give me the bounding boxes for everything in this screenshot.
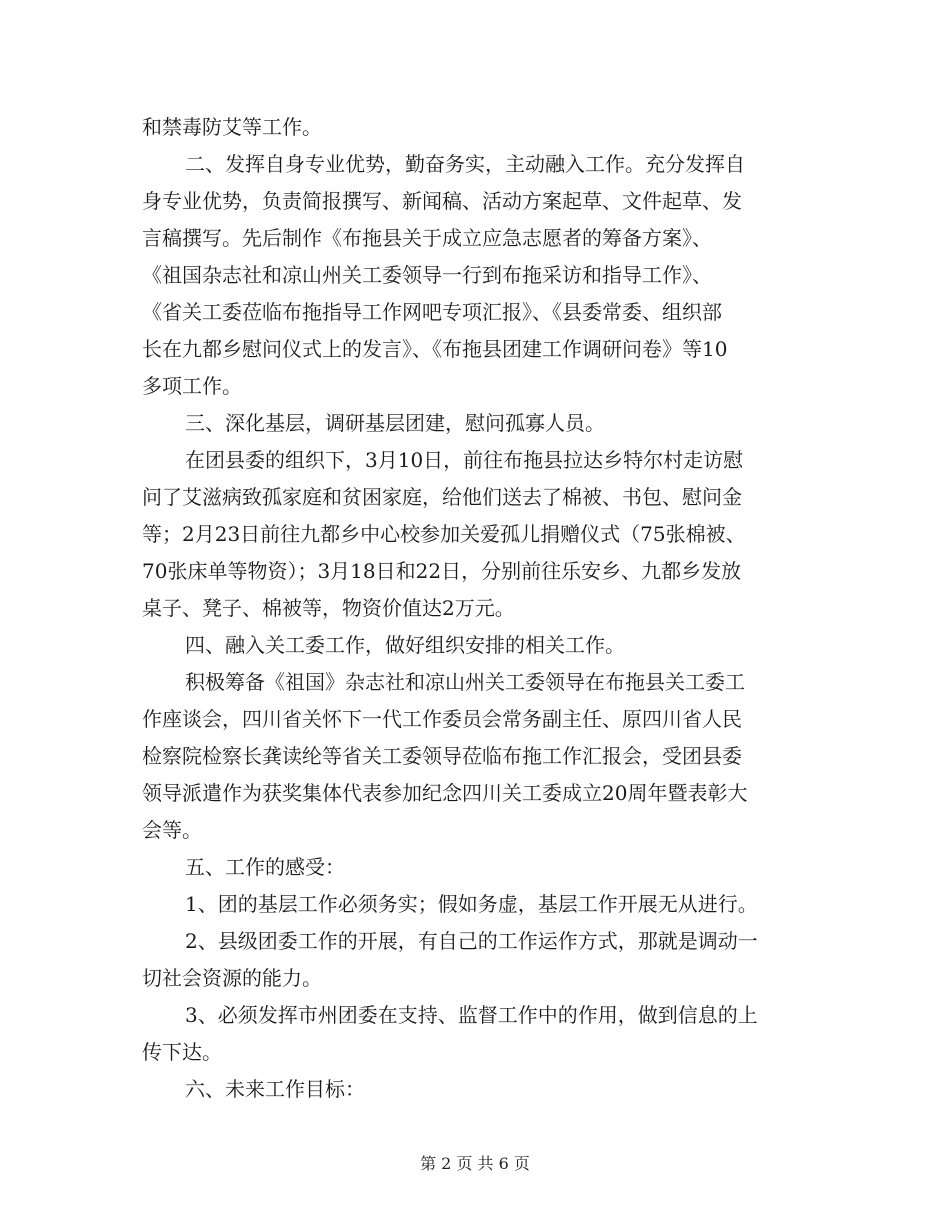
text-line-3: 身专业优势，负责简报撰写、新闻稿、活动方案起草、文件起草、发 — [142, 189, 742, 213]
text-line-16: 积极筹备《祖国》杂志社和凉山州关工委领导在布拖县关工委工 — [185, 670, 745, 694]
text-line-22: 1、团的基层工作必须务实；假如务虚，基层工作开展无从进行。 — [185, 892, 758, 916]
text-line-4: 言稿撰写。先后制作《布拖县关于成立应急志愿者的筹备方案》、 — [142, 226, 712, 250]
text-line-13: 70张床单等物资）；3月18日和22日，分别前往乐安乡、九都乡发放 — [142, 559, 742, 583]
text-line-12: 等；2月23日前往九都乡中心校参加关爱孤儿捐赠仪式（75张棉被、 — [142, 522, 746, 546]
text-line-24: 切社会资源的能力。 — [142, 966, 322, 990]
text-line-21: 五、工作的感受： — [185, 855, 345, 879]
text-line-2: 二、发挥自身专业优势，勤奋务实，主动融入工作。充分发挥自 — [185, 152, 745, 176]
text-line-17: 作座谈会，四川省关怀下一代工作委员会常务副主任、原四川省人民 — [142, 707, 742, 731]
text-line-11: 问了艾滋病致孤家庭和贫困家庭，给他们送去了棉被、书包、慰问金 — [142, 485, 742, 509]
text-line-19: 领导派遣作为获奖集体代表参加纪念四川关工委成立20周年暨表彰大 — [142, 781, 748, 805]
text-line-23: 2、县级团委工作的开展，有自己的工作运作方式，那就是调动一 — [185, 929, 758, 953]
text-line-8: 多项工作。 — [142, 374, 242, 398]
text-line-9: 三、深化基层，调研基层团建，慰问孤寡人员。 — [185, 411, 605, 435]
text-line-18: 检察院检察长龚读纶等省关工委领导莅临布拖工作汇报会，受团县委 — [142, 744, 742, 768]
text-line-20: 会等。 — [142, 818, 202, 842]
text-line-25: 3、必须发挥市州团委在支持、监督工作中的作用，做到信息的上 — [185, 1003, 758, 1027]
text-line-1: 和禁毒防艾等工作。 — [142, 115, 322, 139]
document-body — [142, 109, 810, 1108]
text-line-27: 六、未来工作目标： — [185, 1077, 365, 1101]
text-line-5: 《祖国杂志社和凉山州关工委领导一行到布拖采访和指导工作》、 — [142, 263, 712, 287]
text-line-15: 四、融入关工委工作，做好组织安排的相关工作。 — [185, 633, 625, 657]
text-line-10: 在团县委的组织下，3月10日，前往布拖县拉达乡特尔村走访慰 — [185, 448, 744, 472]
text-line-7: 长在九都乡慰问仪式上的发言》、《布拖县团建工作调研问卷》等10 — [142, 337, 728, 361]
text-line-6: 《省关工委莅临布拖指导工作网吧专项汇报》、《县委常委、组织部 — [142, 300, 722, 324]
text-line-14: 桌子、凳子、棉被等，物资价值达2万元。 — [142, 596, 515, 620]
page-footer: 第 2 页 共 6 页 — [420, 1154, 530, 1173]
text-line-26: 传下达。 — [142, 1040, 222, 1064]
